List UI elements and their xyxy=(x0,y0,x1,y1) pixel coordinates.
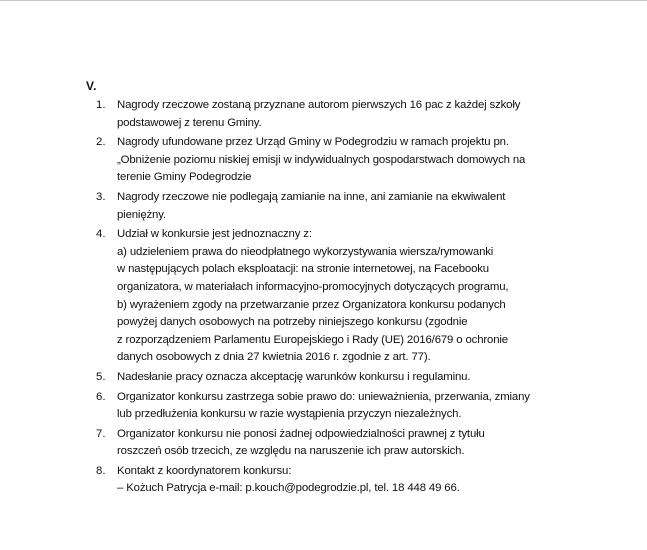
list-item xyxy=(96,226,596,367)
text-line: organizatora, w materiałach informacyjno-promocyjnych dotyczących programu, xyxy=(117,280,509,293)
item-number: 6. xyxy=(96,390,106,403)
text-line: Nadesłanie pracy oznacza akceptację warunków konkursu i regulaminu. xyxy=(117,370,471,383)
item-number: 1. xyxy=(96,99,106,111)
list-item xyxy=(96,189,596,224)
item-text xyxy=(117,226,596,367)
item-text xyxy=(117,369,596,387)
item-number: 3. xyxy=(96,190,106,203)
item-number: 5. xyxy=(96,370,106,383)
item-text xyxy=(117,463,596,498)
list-item xyxy=(96,389,596,424)
item-number: 8. xyxy=(96,464,106,477)
text-line: w następujących polach eksploatacji: na stronie internetowej, na Facebooku xyxy=(117,263,489,276)
regulations-list xyxy=(96,97,596,500)
text-line: z rozporządzeniem Parlamentu Europejskiego i Rady (UE) 2016/679 o ochronie xyxy=(117,333,508,346)
text-line: pieniężny. xyxy=(117,208,166,221)
text-line: Nagrody rzeczowe zostaną przyznane autorom pierwszych 16 pac z każdej szkoły xyxy=(117,99,521,111)
list-item xyxy=(96,463,596,498)
text-line: Udział w konkursie jest jednoznaczny z: xyxy=(117,228,312,241)
text-line: a) udzieleniem prawa do nieodpłatnego wykorzystywania wiersza/rymowanki xyxy=(117,245,494,258)
item-text xyxy=(117,426,596,461)
item-text xyxy=(117,97,596,132)
list-item xyxy=(96,426,596,461)
text-line: Organizator konkursu nie ponosi żadnej odpowiedzialności prawnej z tytułu xyxy=(117,427,485,440)
list-item xyxy=(96,97,596,132)
text-line: terenie Gminy Podegrodzie xyxy=(117,171,252,184)
list-item xyxy=(96,369,596,387)
item-text xyxy=(117,189,596,224)
text-line: Nagrody ufundowane przez Urząd Gminy w Podegrodziu w ramach projektu pn. xyxy=(117,136,509,149)
text-line: roszczeń osób trzecich, ze względu na naruszenie ich praw autorskich. xyxy=(117,445,465,458)
item-number: 7. xyxy=(96,427,106,440)
text-line: lub przedłużenia konkursu w razie wystąpienia przyczyn niezależnych. xyxy=(117,408,462,421)
item-number: 2. xyxy=(96,136,106,149)
text-line: Kontakt z koordynatorem konkursu: xyxy=(117,464,292,477)
list-item xyxy=(96,134,596,187)
text-line: b) wyrażeniem zgody na przetwarzanie przez Organizatora konkursu podanych xyxy=(117,298,506,311)
section-heading: V. xyxy=(86,79,97,93)
text-line: Organizator konkursu zastrzega sobie prawo do: unieważnienia, przerwania, zmiany xyxy=(117,390,530,403)
contact-line: – Kożuch Patrycja e-mail: p.kouch@podegrodzie.pl, tel. 18 448 49 66. xyxy=(117,482,460,495)
text-line: podstawowej z terenu Gminy. xyxy=(117,116,262,129)
item-text xyxy=(117,389,596,424)
text-line: powyżej danych osobowych na potrzeby niniejszego konkursu (zgodnie xyxy=(117,316,468,329)
item-number: 4. xyxy=(96,228,106,241)
text-line: Nagrody rzeczowe nie podlegają zamianie na inne, ani zamianie na ekwiwalent xyxy=(117,190,506,203)
text-line: „Obniżenie poziomu niskiej emisji w indywidualnych gospodarstwach domowych na xyxy=(117,153,526,166)
text-line: danych osobowych z dnia 27 kwietnia 2016 r. zgodnie z art. 77). xyxy=(117,351,431,364)
item-text xyxy=(117,134,596,187)
